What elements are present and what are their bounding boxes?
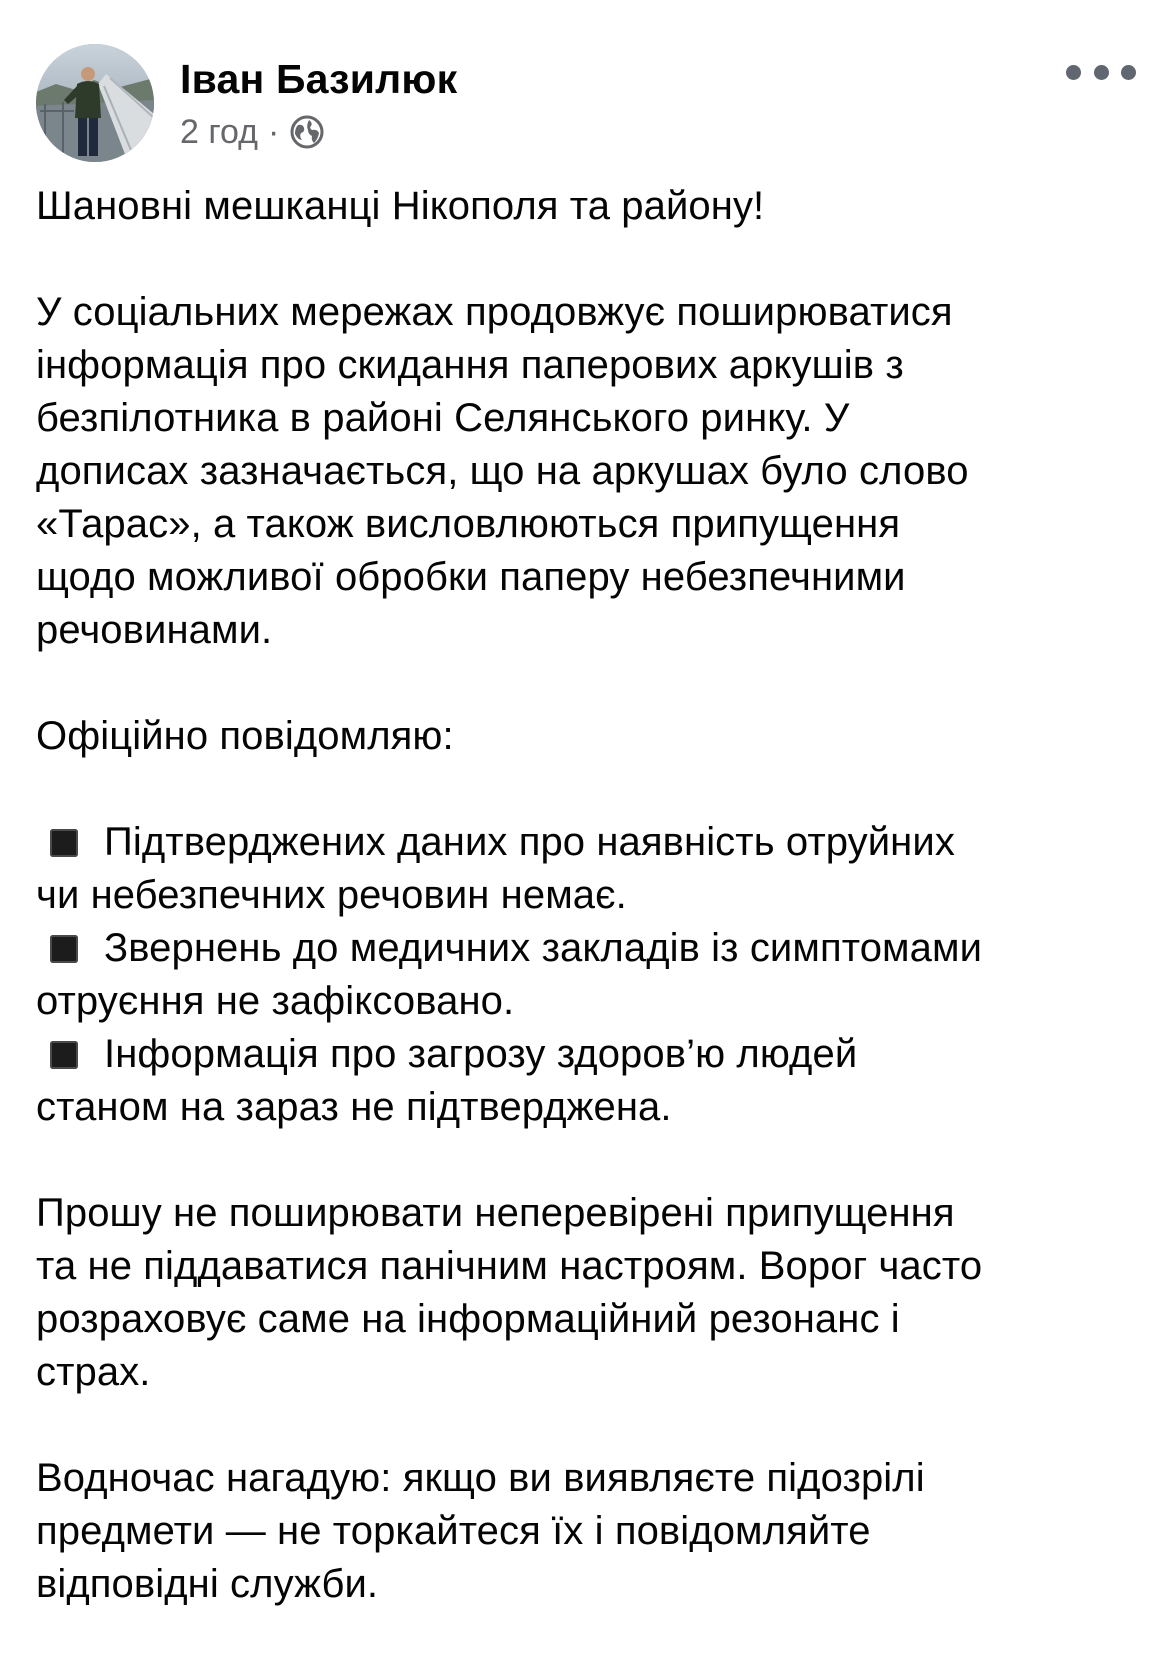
bullet-3-text-b: станом на зараз не підтверджена. xyxy=(36,1085,672,1129)
post-header xyxy=(36,44,1136,164)
bullet-item-1 xyxy=(36,816,1146,922)
globe-icon[interactable] xyxy=(289,114,325,150)
post-text xyxy=(36,180,1146,1611)
post-official-heading: Офіційно повідомляю: xyxy=(36,714,454,758)
post-greeting: Шановні мешканці Нікополя та району! xyxy=(36,184,765,228)
more-horizontal-icon xyxy=(1094,65,1109,80)
post-request-paragraph: Прошу не поширювати неперевірені припущення та не піддаватися панічним настроям. Ворог часто розраховує саме на інформаційний резонанс і страх. xyxy=(36,1191,983,1394)
bullet-3-text-a: Інформація про загрозу здоров’ю людей xyxy=(104,1032,858,1076)
more-horizontal-icon xyxy=(1066,65,1081,80)
bullet-item-2 xyxy=(36,922,1146,1028)
post-meta xyxy=(180,112,325,152)
bullet-2-text-a: Звернень до медичних закладів із симптомами xyxy=(104,926,983,970)
meta-separator: · xyxy=(268,112,280,151)
more-horizontal-icon xyxy=(1121,65,1136,80)
black-square-bullet-icon xyxy=(50,935,78,963)
bullet-1-text-a: Підтверджених даних про наявність отруйних xyxy=(104,820,955,864)
more-options-button[interactable] xyxy=(1066,52,1136,92)
post-intro-paragraph: У соціальних мережах продовжує поширюватися інформація про скидання паперових аркушів з безпілотника в районі Селянського ринку. У дописах зазначається, що на аркушах було слово «Тарас», а також висловлюються припущення щодо можливої обробки паперу небезпечними речовинами. xyxy=(36,290,969,652)
bullet-item-3 xyxy=(36,1028,1146,1134)
author-name[interactable]: Іван Базилюк xyxy=(180,56,458,102)
avatar-photo xyxy=(36,44,154,162)
bullet-2-text-b: отруєння не зафіксовано. xyxy=(36,979,515,1023)
post-time[interactable]: 2 год xyxy=(180,112,259,151)
bullet-1-text-b: чи небезпечних речовин немає. xyxy=(36,873,627,917)
black-square-bullet-icon xyxy=(50,1041,78,1069)
post-reminder-paragraph: Водночас нагадую: якщо ви виявляєте підозрілі предмети — не торкайтеся їх і повідомляйте відповідні служби. xyxy=(36,1456,925,1606)
avatar[interactable] xyxy=(36,44,154,162)
black-square-bullet-icon xyxy=(50,829,78,857)
